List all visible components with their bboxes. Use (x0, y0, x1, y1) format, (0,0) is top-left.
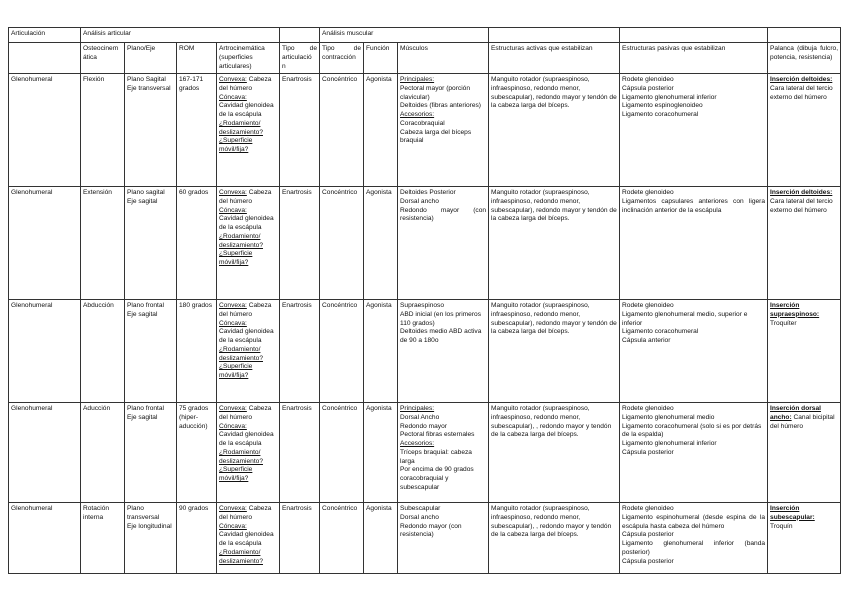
cell-funcion: Agonista (364, 403, 398, 503)
cell-osteocinematica: Flexión (81, 74, 125, 187)
cell-musculos: Subescapular Dorsal ancho Redondo mayor (con resistencia) (398, 503, 489, 574)
cell-musculos: Supraespinoso ABD inicial (en los primeros 110 grados) Deltoides medio ABD activa de 90 a 180o (398, 300, 489, 403)
header-palanca: Palanca (dibuja fulcro, potencia, resistencia) (768, 43, 841, 74)
cell-tipo-articulacion: Enartrosis (280, 187, 320, 300)
cell-funcion: Agonista (364, 187, 398, 300)
header-plano-eje: Plano/Eje (125, 43, 177, 74)
header-estructuras-activas: Estructuras activas que estabilizan (489, 43, 620, 74)
cell-artrocinematica: Convexa: Cabeza del húmero Cóncava: Cavidad glenoidea de la escápula ¿Rodamiento/ deslizamiento? ¿Superficie móvil/fija? (217, 403, 280, 503)
cell-estructuras-pasivas: Rodete glenoideo Cápsula posterior Ligamento glenohumeral inferior Ligamento espinoglenoideo Ligamento coracohumeral (620, 74, 768, 187)
cell-musculos: Principales: Pectoral mayor (porción clavicular) Deltoides (fibras anteriores) Accesorios: Coracobraquial Cabeza larga del bíceps braquial (398, 74, 489, 187)
cell-estructuras-activas: Manguito rotador (supraespinoso, infraespinoso, redondo menor, subescapular), , redondo mayor y tendón de la cabeza larga del bíceps. (489, 403, 620, 503)
cell-artrocinematica: Convexa: Cabeza del húmero Cóncava: Cavidad glenoidea de la escápula ¿Rodamiento/ deslizamiento? ¿Superficie móvil/fija? (217, 300, 280, 403)
cell-estructuras-pasivas: Rodete glenoideo Ligamentos capsulares anteriores con ligera inclinación anterior de la escápula (620, 187, 768, 300)
cell-plano-eje: Plano frontal Eje sagital (125, 403, 177, 503)
cell-articulacion: Glenohumeral (9, 187, 81, 300)
cell-osteocinematica: Aducción (81, 403, 125, 503)
cell-palanca: Inserción supraespinoso: Troquíter (768, 300, 841, 403)
cell-estructuras-pasivas: Rodete glenoideo Ligamento glenohumeral medio, superior e inferior Ligamento coracohumeral Cápsula anterior (620, 300, 768, 403)
cell-osteocinematica: Rotación interna (81, 503, 125, 574)
cell-tipo-contraccion: Concéntrico (320, 503, 364, 574)
cell-artrocinematica: Convexa: Cabeza del húmero Cóncava: Cavidad glenoidea de la escápula ¿Rodamiento/ deslizamiento? ¿Superficie móvil/fija? (217, 187, 280, 300)
cell-estructuras-activas: Manguito rotador (supraespinoso, infraespinoso, redondo menor, subescapular), redondo mayor y tendón de la cabeza larga del bíceps. (489, 300, 620, 403)
cell-rom: 180 grados (177, 300, 217, 403)
anatomy-table-page (8, 27, 841, 574)
cell-plano-eje: Plano frontal Eje sagital (125, 300, 177, 403)
header-osteocinematica: Osteocinem ática (81, 43, 125, 74)
cell-tipo-contraccion: Concéntrico (320, 74, 364, 187)
cell-rom: 60 grados (177, 187, 217, 300)
cell-estructuras-activas: Manguito rotador (supraespinoso, infraespinoso, redondo menor, subescapular), redondo mayor y tendón de la cabeza larga del bíceps. (489, 74, 620, 187)
cell-estructuras-activas: Manguito rotador (supraespinoso, infraespinoso, redondo menor, subescapular), , redondo mayor y tendón de la cabeza larga del bíceps. (489, 503, 620, 574)
cell-palanca: Inserción deltoides: Cara lateral del tercio externo del húmero (768, 187, 841, 300)
cell-estructuras-pasivas: Rodete glenoideo Ligamento glenohumeral medio Ligamento coracohumeral (solo si es por detrás de la espalda) Ligamento glenohumeral inferior Cápsula posterior (620, 403, 768, 503)
cell-articulacion: Glenohumeral (9, 74, 81, 187)
cell-tipo-articulacion: Enartrosis (280, 74, 320, 187)
cell-plano-eje: Plano Sagital Eje transversal (125, 74, 177, 187)
header-estructuras-pasivas: Estructuras pasivas que estabilizan (620, 43, 768, 74)
cell-estructuras-activas: Manguito rotador (supraespinoso, infraespinoso, redondo menor, subescapular), redondo mayor y tendón de la cabeza larga del bíceps. (489, 187, 620, 300)
cell-rom: 75 grados (hiper-aducción) (177, 403, 217, 503)
header-articulacion: Articulación (9, 28, 81, 43)
joint-analysis-table (8, 27, 841, 574)
cell-plano-eje: Plano sagital Eje sagital (125, 187, 177, 300)
header-rom: ROM (177, 43, 217, 74)
header-analisis-muscular: Análisis muscular (320, 28, 489, 43)
header-musculos: Músculos (398, 43, 489, 74)
table-row (9, 187, 841, 300)
header-row-columns (9, 43, 841, 74)
cell-estructuras-pasivas: Rodete glenoideo Ligamento espinohumeral (desde espina de la escápula hasta cabeza del húmero Cápsula posterior Ligamento glenohumeral inferior (banda posterior) Cápsula posterior (620, 503, 768, 574)
header-tipo-contraccion: Tipo de contracción (320, 43, 364, 74)
cell-articulacion: Glenohumeral (9, 300, 81, 403)
header-row-top (9, 28, 841, 43)
table-row (9, 300, 841, 403)
cell-tipo-contraccion: Concéntrico (320, 403, 364, 503)
cell-plano-eje: Plano transversal Eje longitudinal (125, 503, 177, 574)
cell-rom: 90 grados (177, 503, 217, 574)
cell-palanca: Inserción dorsal ancho: Canal bicipital del húmero (768, 403, 841, 503)
cell-funcion: Agonista (364, 503, 398, 574)
cell-osteocinematica: Extensión (81, 187, 125, 300)
cell-articulacion: Glenohumeral (9, 403, 81, 503)
cell-musculos: Principales: Dorsal Ancho Redondo mayor Pectoral fibras esternales Accesorios: Tríceps braquial: cabeza larga Por encima de 90 grados coracobraquial y subescapular (398, 403, 489, 503)
cell-tipo-articulacion: Enartrosis (280, 503, 320, 574)
table-row (9, 403, 841, 503)
cell-funcion: Agonista (364, 300, 398, 403)
cell-tipo-articulacion: Enartrosis (280, 300, 320, 403)
cell-rom: 167-171 grados (177, 74, 217, 187)
header-funcion: Función (364, 43, 398, 74)
cell-tipo-contraccion: Concéntrico (320, 300, 364, 403)
cell-musculos: Deltoides Posterior Dorsal ancho Redondo mayor (con resistencia) (398, 187, 489, 300)
table-row (9, 503, 841, 574)
cell-palanca: Inserción deltoides: Cara lateral del tercio externo del húmero (768, 74, 841, 187)
cell-palanca: Inserción subescapular: Troquín (768, 503, 841, 574)
header-analisis-articular: Análisis articular (81, 28, 280, 43)
cell-osteocinematica: Abducción (81, 300, 125, 403)
table-row (9, 74, 841, 187)
cell-articulacion: Glenohumeral (9, 503, 81, 574)
cell-artrocinematica: Convexa: Cabeza del húmero Cóncava: Cavidad glenoidea de la escápula ¿Rodamiento/ deslizamiento? ¿Superficie móvil/fija? (217, 74, 280, 187)
header-artrocinematica: Artrocinemática (superficies articulares) (217, 43, 280, 74)
header-tipo-articulacion: Tipo de articulació n (280, 43, 320, 74)
cell-funcion: Agonista (364, 74, 398, 187)
cell-tipo-contraccion: Concéntrico (320, 187, 364, 300)
cell-artrocinematica: Convexa: Cabeza del húmero Cóncava: Cavidad glenoidea de la escápula ¿Rodamiento/ deslizamiento? (217, 503, 280, 574)
cell-tipo-articulacion: Enartrosis (280, 403, 320, 503)
